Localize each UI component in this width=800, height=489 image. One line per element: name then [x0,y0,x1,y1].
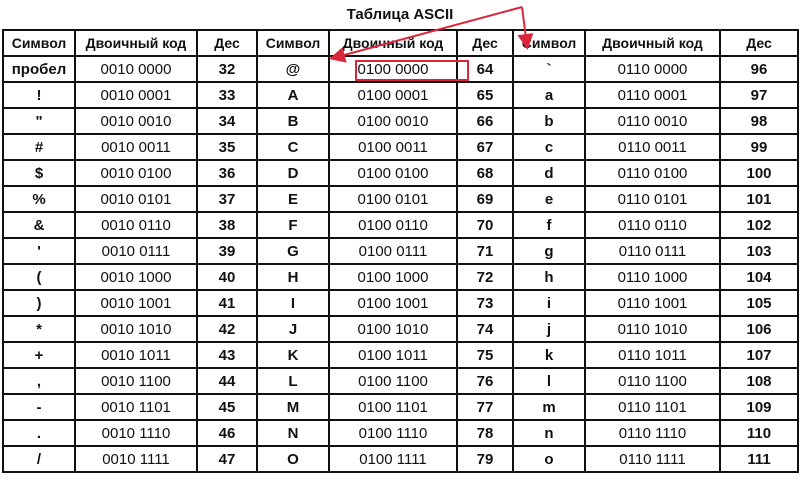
binary-code-cell: 0100 0001 [329,82,457,108]
symbol-cell: ) [3,290,75,316]
symbol-cell: - [3,394,75,420]
decimal-cell: 78 [457,420,513,446]
symbol-cell: i [513,290,585,316]
binary-code-cell: 0100 1010 [329,316,457,342]
binary-code-cell: 0010 0100 [75,160,197,186]
decimal-cell: 64 [457,56,513,82]
decimal-cell: 109 [720,394,798,420]
binary-code-cell: 0010 0110 [75,212,197,238]
table-row [3,290,798,316]
decimal-cell: 67 [457,134,513,160]
binary-code-cell: 0100 0011 [329,134,457,160]
symbol-cell: a [513,82,585,108]
decimal-cell: 38 [197,212,257,238]
symbol-cell: M [257,394,329,420]
symbol-cell: пробел [3,56,75,82]
decimal-cell: 69 [457,186,513,212]
table-body [3,56,798,472]
symbol-cell: m [513,394,585,420]
symbol-cell: + [3,342,75,368]
binary-code-cell: 0110 1000 [585,264,720,290]
decimal-cell: 74 [457,316,513,342]
symbol-cell: o [513,446,585,472]
binary-code-cell: 0010 0010 [75,108,197,134]
decimal-cell: 77 [457,394,513,420]
symbol-cell: n [513,420,585,446]
binary-code-cell: 0100 0101 [329,186,457,212]
decimal-cell: 102 [720,212,798,238]
binary-code-cell: 0100 1100 [329,368,457,394]
table-row [3,212,798,238]
binary-code-cell: 0110 1010 [585,316,720,342]
symbol-cell: N [257,420,329,446]
table-row [3,368,798,394]
binary-code-cell: 0100 0110 [329,212,457,238]
symbol-cell: J [257,316,329,342]
decimal-cell: 45 [197,394,257,420]
symbol-cell: e [513,186,585,212]
symbol-cell: f [513,212,585,238]
decimal-cell: 71 [457,238,513,264]
decimal-cell: 106 [720,316,798,342]
decimal-cell: 33 [197,82,257,108]
decimal-cell: 65 [457,82,513,108]
binary-code-cell: 0110 1011 [585,342,720,368]
symbol-cell: C [257,134,329,160]
symbol-cell: . [3,420,75,446]
binary-code-cell: 0110 0110 [585,212,720,238]
decimal-cell: 37 [197,186,257,212]
decimal-cell: 35 [197,134,257,160]
header-cell: Символ [513,30,585,56]
binary-code-cell: 0110 1001 [585,290,720,316]
symbol-cell: ( [3,264,75,290]
binary-code-cell: 0110 0100 [585,160,720,186]
symbol-cell: " [3,108,75,134]
decimal-cell: 97 [720,82,798,108]
decimal-cell: 43 [197,342,257,368]
binary-code-cell: 0100 0010 [329,108,457,134]
decimal-cell: 99 [720,134,798,160]
binary-code-cell: 0110 1110 [585,420,720,446]
binary-code-cell: 0010 1111 [75,446,197,472]
decimal-cell: 32 [197,56,257,82]
decimal-cell: 76 [457,368,513,394]
decimal-cell: 40 [197,264,257,290]
decimal-cell: 100 [720,160,798,186]
symbol-cell: h [513,264,585,290]
decimal-cell: 34 [197,108,257,134]
symbol-cell: k [513,342,585,368]
binary-code-cell: 0100 1110 [329,420,457,446]
symbol-cell: F [257,212,329,238]
table-row [3,186,798,212]
binary-code-cell: 0110 0001 [585,82,720,108]
binary-code-cell: 0010 1110 [75,420,197,446]
binary-code-cell: 0110 0010 [585,108,720,134]
binary-code-cell: 0110 1100 [585,368,720,394]
binary-code-cell: 0010 1101 [75,394,197,420]
symbol-cell: $ [3,160,75,186]
table-row [3,134,798,160]
decimal-cell: 98 [720,108,798,134]
decimal-cell: 110 [720,420,798,446]
decimal-cell: 72 [457,264,513,290]
symbol-cell: , [3,368,75,394]
symbol-cell: K [257,342,329,368]
decimal-cell: 46 [197,420,257,446]
header-cell: Двоичный код [329,30,457,56]
decimal-cell: 42 [197,316,257,342]
symbol-cell: d [513,160,585,186]
binary-code-cell: 0010 1010 [75,316,197,342]
ascii-table [2,29,799,473]
decimal-cell: 73 [457,290,513,316]
symbol-cell: O [257,446,329,472]
symbol-cell: H [257,264,329,290]
symbol-cell: % [3,186,75,212]
binary-code-cell: 0110 0011 [585,134,720,160]
table-row [3,446,798,472]
decimal-cell: 111 [720,446,798,472]
binary-code-cell: 0100 1111 [329,446,457,472]
table-row [3,238,798,264]
decimal-cell: 108 [720,368,798,394]
binary-code-cell: 0010 1100 [75,368,197,394]
symbol-cell: l [513,368,585,394]
symbol-cell: ` [513,56,585,82]
symbol-cell: / [3,446,75,472]
symbol-cell: A [257,82,329,108]
decimal-cell: 75 [457,342,513,368]
table-title: Таблица ASCII [346,6,454,23]
symbol-cell: B [257,108,329,134]
header-cell: Дес [457,30,513,56]
symbol-cell: b [513,108,585,134]
binary-code-cell: 0110 1101 [585,394,720,420]
binary-code-cell: 0010 1000 [75,264,197,290]
decimal-cell: 70 [457,212,513,238]
header-cell: Дес [197,30,257,56]
symbol-cell: G [257,238,329,264]
symbol-cell: E [257,186,329,212]
decimal-cell: 36 [197,160,257,186]
symbol-cell: ' [3,238,75,264]
binary-code-cell: 0100 1011 [329,342,457,368]
binary-code-cell: 0110 1111 [585,446,720,472]
symbol-cell: @ [257,56,329,82]
binary-code-cell: 0100 0000 [329,56,457,82]
table-row [3,394,798,420]
decimal-cell: 47 [197,446,257,472]
symbol-cell: j [513,316,585,342]
decimal-cell: 44 [197,368,257,394]
decimal-cell: 66 [457,108,513,134]
binary-code-cell: 0010 0000 [75,56,197,82]
symbol-cell: & [3,212,75,238]
binary-code-cell: 0100 1001 [329,290,457,316]
binary-code-cell: 0100 0100 [329,160,457,186]
table-row [3,264,798,290]
decimal-cell: 68 [457,160,513,186]
decimal-cell: 79 [457,446,513,472]
header-row [3,30,798,56]
decimal-cell: 96 [720,56,798,82]
header-cell: Двоичный код [75,30,197,56]
table-row [3,316,798,342]
header-cell: Двоичный код [585,30,720,56]
table-row [3,108,798,134]
binary-code-cell: 0010 0001 [75,82,197,108]
table-row [3,82,798,108]
binary-code-cell: 0110 0111 [585,238,720,264]
symbol-cell: # [3,134,75,160]
header-cell: Символ [3,30,75,56]
symbol-cell: g [513,238,585,264]
decimal-cell: 105 [720,290,798,316]
binary-code-cell: 0110 0000 [585,56,720,82]
decimal-cell: 103 [720,238,798,264]
symbol-cell: ! [3,82,75,108]
binary-code-cell: 0010 1001 [75,290,197,316]
binary-code-cell: 0100 1000 [329,264,457,290]
symbol-cell: D [257,160,329,186]
decimal-cell: 104 [720,264,798,290]
binary-code-cell: 0010 0101 [75,186,197,212]
symbol-cell: L [257,368,329,394]
decimal-cell: 107 [720,342,798,368]
table-row [3,420,798,446]
symbol-cell: * [3,316,75,342]
binary-code-cell: 0100 1101 [329,394,457,420]
decimal-cell: 39 [197,238,257,264]
binary-code-cell: 0010 0011 [75,134,197,160]
decimal-cell: 41 [197,290,257,316]
binary-code-cell: 0010 1011 [75,342,197,368]
binary-code-cell: 0100 0111 [329,238,457,264]
table-row [3,160,798,186]
table-row [3,342,798,368]
binary-code-cell: 0110 0101 [585,186,720,212]
binary-code-cell: 0010 0111 [75,238,197,264]
header-cell: Дес [720,30,798,56]
symbol-cell: I [257,290,329,316]
decimal-cell: 101 [720,186,798,212]
header-cell: Символ [257,30,329,56]
symbol-cell: c [513,134,585,160]
table-row [3,56,798,82]
